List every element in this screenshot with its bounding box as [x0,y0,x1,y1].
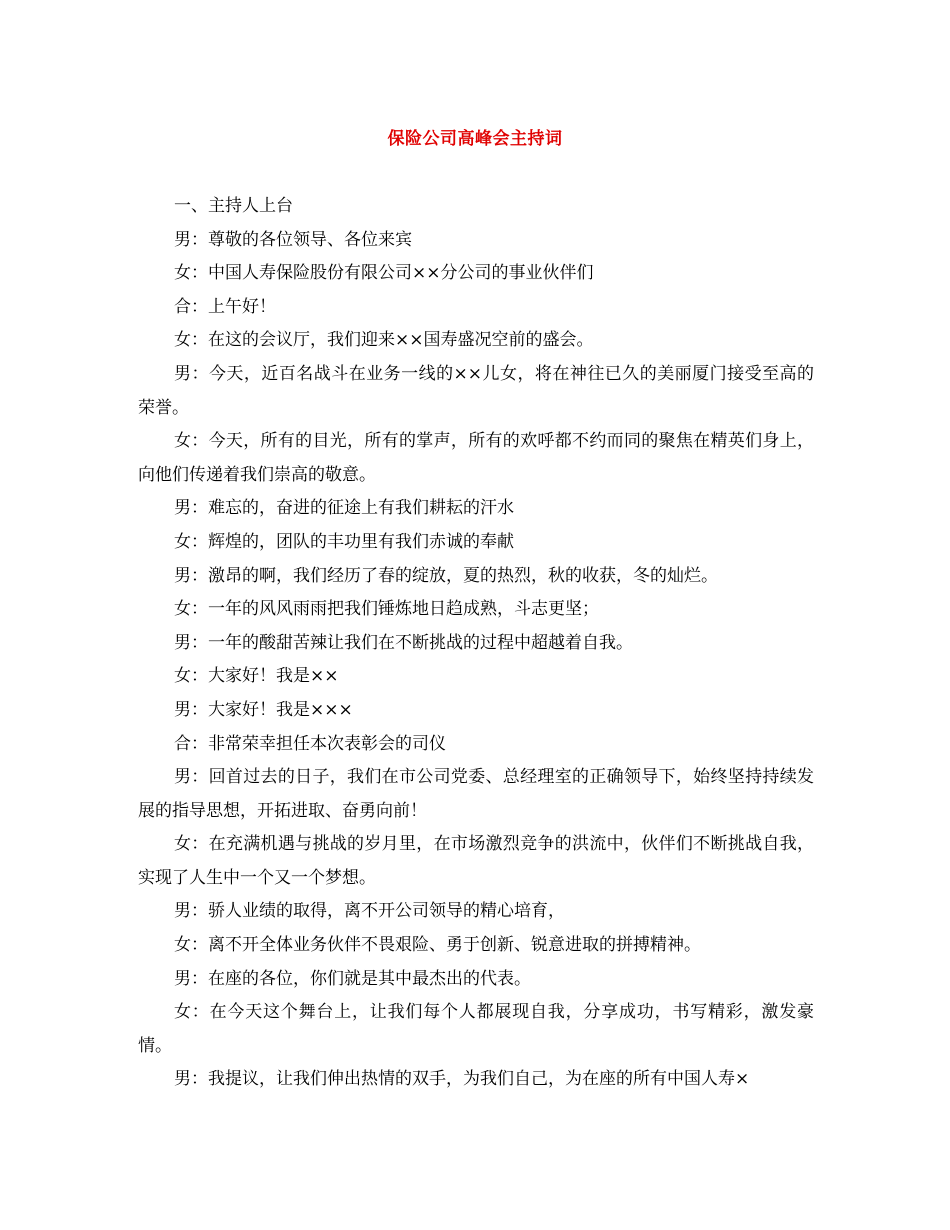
document-body [138,190,814,1097]
paragraph: 男：大家好！我是××× [174,699,353,720]
paragraph: 男：今天，近百名战斗在业务一线的××儿女，将在神往已久的美丽厦门接受至高的荣誉。 [138,363,814,418]
paragraph: 女：离不开全体业务伙伴不畏艰险、勇于创新、锐意进取的拼搏精神。 [174,935,701,956]
paragraph: 男：回首过去的日子，我们在市公司党委、总经理室的正确领导下，始终坚持持续发展的指导思想，开拓进取、奋勇向前！ [138,767,814,821]
paragraph: 女：辉煌的，团队的丰功里有我们赤诚的奉献 [174,531,514,552]
paragraph: 女：中国人寿保险股份有限公司××分公司的事业伙伴们 [174,263,594,284]
paragraph: 男：激昂的啊，我们经历了春的绽放，夏的热烈，秋的收获，冬的灿烂。 [174,565,718,586]
paragraph: 合：上午好！ [174,296,276,317]
paragraph: 男：骄人业绩的取得，离不开公司领导的精心培育， [174,901,565,922]
paragraph: 男：在座的各位，你们就是其中最杰出的代表。 [174,968,531,989]
paragraph: 男：尊敬的各位领导、各位来宾 [174,229,412,250]
paragraph: 男：一年的酸甜苦辣让我们在不断挑战的过程中超越着自我。 [174,632,633,653]
paragraph: 男：难忘的，奋进的征途上有我们耕耘的汗水 [174,498,514,519]
paragraph: 女：今天，所有的目光，所有的掌声，所有的欢呼都不约而同的聚焦在精英们身上，向他们传递着我们崇高的敬意。 [138,431,814,485]
paragraph: 女：在充满机遇与挑战的岁月里，在市场激烈竞争的洪流中，伙伴们不断挑战自我，实现了人生中一个又一个梦想。 [138,834,814,888]
paragraph: 男：我提议，让我们伸出热情的双手，为我们自己，为在座的所有中国人寿× [174,1069,750,1090]
document-title: 保险公司高峰会主持词 [387,129,563,149]
paragraph-section-heading: 一、主持人上台 [174,196,293,216]
paragraph: 女：在今天这个舞台上，让我们每个人都展现自我，分享成功，书写精彩，激发豪情。 [138,1002,814,1056]
paragraph: 女：在这的会议厅，我们迎来××国寿盛况空前的盛会。 [174,330,594,351]
paragraph: 女：一年的风风雨雨把我们锤炼地日趋成熟，斗志更坚； [174,599,599,620]
paragraph: 合：非常荣幸担任本次表彰会的司仪 [174,733,446,754]
paragraph: 女：大家好！我是×× [174,666,339,687]
